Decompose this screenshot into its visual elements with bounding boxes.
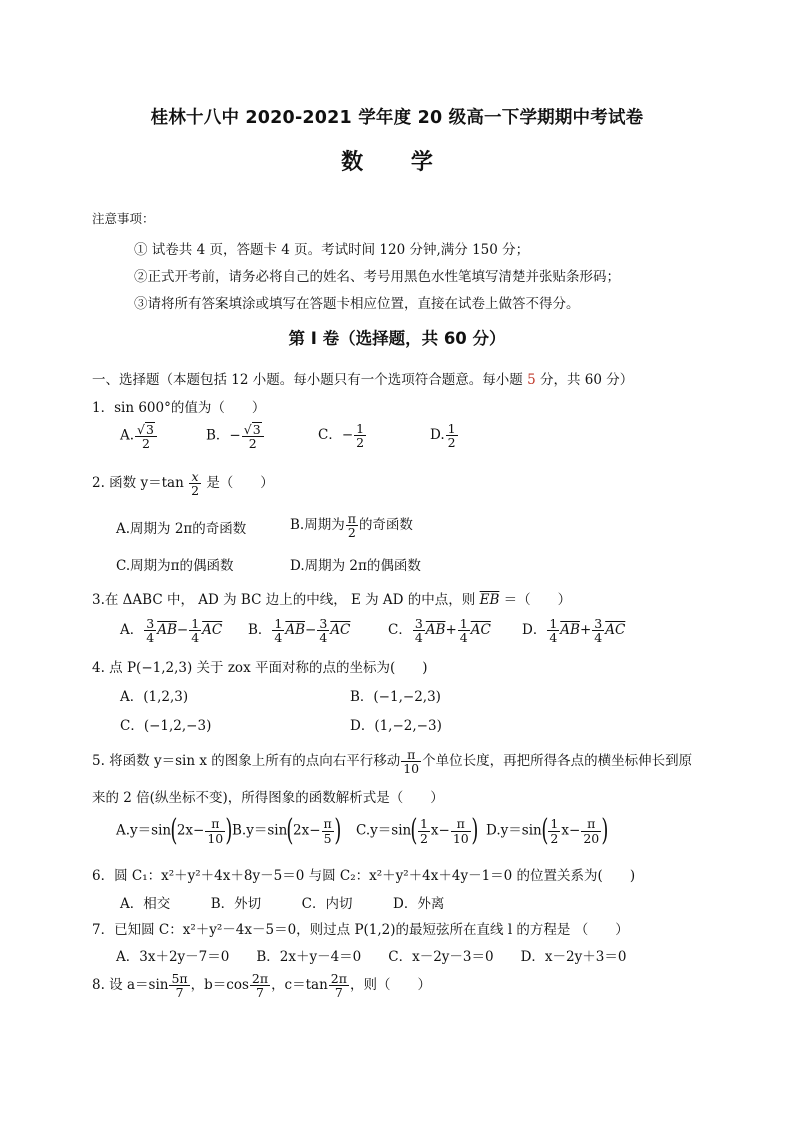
q5-option-c: C.y＝sin( $\frac{1}{2}$ x− $\frac{\pi}{10}$ ): [356, 813, 479, 848]
q1-option-c: C．− $\frac{1}{2}$: [318, 421, 365, 451]
q6-stem: 6．圆 C₁：x²＋y²＋4x＋8y－5＝0 与圆 C₂：x²＋y²＋4x＋4y－1＝0 的位置关系为( ): [92, 868, 636, 884]
notice-item: ③请将所有答案填涂或填写在答题卡相应位置，直接在试卷上做答不得分。: [134, 296, 580, 312]
q5-stem-line1: 5. 将函数 y＝sin x 的图象上所有的点向右平行移动 $\frac{\pi}{10}$ 个单位长度，再把所得各点的横坐标伸长到原: [92, 747, 693, 777]
subject-title: 数 学: [341, 150, 453, 175]
q8-stem: 8. 设 a＝sin $\frac{5\pi}{7}$ ，b＝cos $\frac{2\pi}{7}$ ，c＝tan $\frac{2\pi}{7}$ ，则（ ）: [92, 971, 431, 1001]
q5-option-b: B.y＝sin(2x− $\frac{\pi}{5}$ ): [232, 813, 342, 848]
q2-option-a: A.周期为 2π的奇函数: [116, 521, 247, 537]
notice-item: ① 试卷共 4 页，答题卡 4 页。考试时间 120 分钟,满分 150 分；: [134, 242, 530, 258]
q1-option-a: A. $\frac{√3}{2}$: [120, 422, 158, 450]
q5-option-d: D.y＝sin( $\frac{1}{2}$ x− $\frac{\pi}{20}$ ): [486, 813, 609, 848]
q3-option-a: A． $\frac{3}{4}$ $\overline{AB}-$ $\frac{1}{4}$ $\overline{AC}$: [120, 616, 223, 646]
q2-stem: 2. 函数 y＝tan $\frac{x}{2}$ 是（ ）: [92, 469, 274, 499]
page-title: 桂林十八中 2020-2021 学年度 20 级高一下学期期中考试卷: [150, 108, 644, 128]
q5-option-a: A.y＝sin(2x− $\frac{\pi}{10}$ ): [116, 813, 233, 848]
q4-option-b: B．(−1,−2,3): [350, 689, 441, 705]
q4-option-c: C．(−1,2,−3): [120, 718, 212, 734]
q5-stem-line2: 来的 2 倍(纵坐标不变)，所得图象的函数解析式是（ ）: [92, 790, 444, 806]
q6-options: A．相交 B．外切 C．内切 D．外离: [120, 896, 445, 912]
q2-option-b: B.周期为 $\frac{\pi}{2}$ 的奇函数: [290, 511, 413, 541]
q3-stem: 3.在 ΔABC 中， AD 为 BC 边上的中线， E 为 AD 的中点，则 $\overline{EB}$ ＝（ ）: [92, 592, 572, 608]
section-intro: 一、选择题（本题包括 12 小题。每小题只有一个选项符合题意。每小题 5 分，共 60 分）: [92, 372, 634, 388]
part-title: 第 I 卷（选择题，共 60 分）: [288, 329, 506, 348]
q4-stem: 4. 点 P(−1,2,3) 关于 zox 平面对称的点的坐标为( ): [92, 660, 428, 676]
q7-stem: 7．已知圆 C：x²＋y²－4x－5＝0，则过点 P(1,2)的最短弦所在直线 l 的方程是 （ ）: [92, 922, 629, 938]
notice-heading: 注意事项：: [92, 211, 155, 226]
q2-option-c: C.周期为π的偶函数: [116, 558, 234, 574]
q4-option-a: A．(1,2,3): [120, 689, 189, 705]
q1-option-b: B．− $\frac{√3}{2}$: [206, 422, 265, 450]
q1-stem: 1．sin 600°的值为（ ）: [92, 400, 266, 416]
notice-item: ②正式开考前，请务必将自己的姓名、考号用黑色水性笔填写清楚并张贴条形码；: [134, 269, 620, 285]
q2-option-d: D.周期为 2π的偶函数: [290, 558, 421, 574]
q1-option-d: D. $\frac{1}{2}$: [430, 421, 456, 451]
q3-option-d: D． $\frac{1}{4}$ $\overline{AB}+$ $\frac{3}{4}$ $\overline{AC}$: [522, 616, 626, 646]
q7-options: A．3x＋2y－7＝0 B．2x＋y－4＝0 C．x－2y－3＝0 D．x－2y＋3＝0: [116, 949, 627, 965]
q3-option-b: B． $\frac{1}{4}$ $\overline{AB}-$ $\frac{3}{4}$ $\overline{AC}$: [248, 616, 351, 646]
q3-option-c: C． $\frac{3}{4}$ $\overline{AB}+$ $\frac{1}{4}$ $\overline{AC}$: [388, 616, 491, 646]
q4-option-d: D．(1,−2,−3): [350, 718, 442, 734]
